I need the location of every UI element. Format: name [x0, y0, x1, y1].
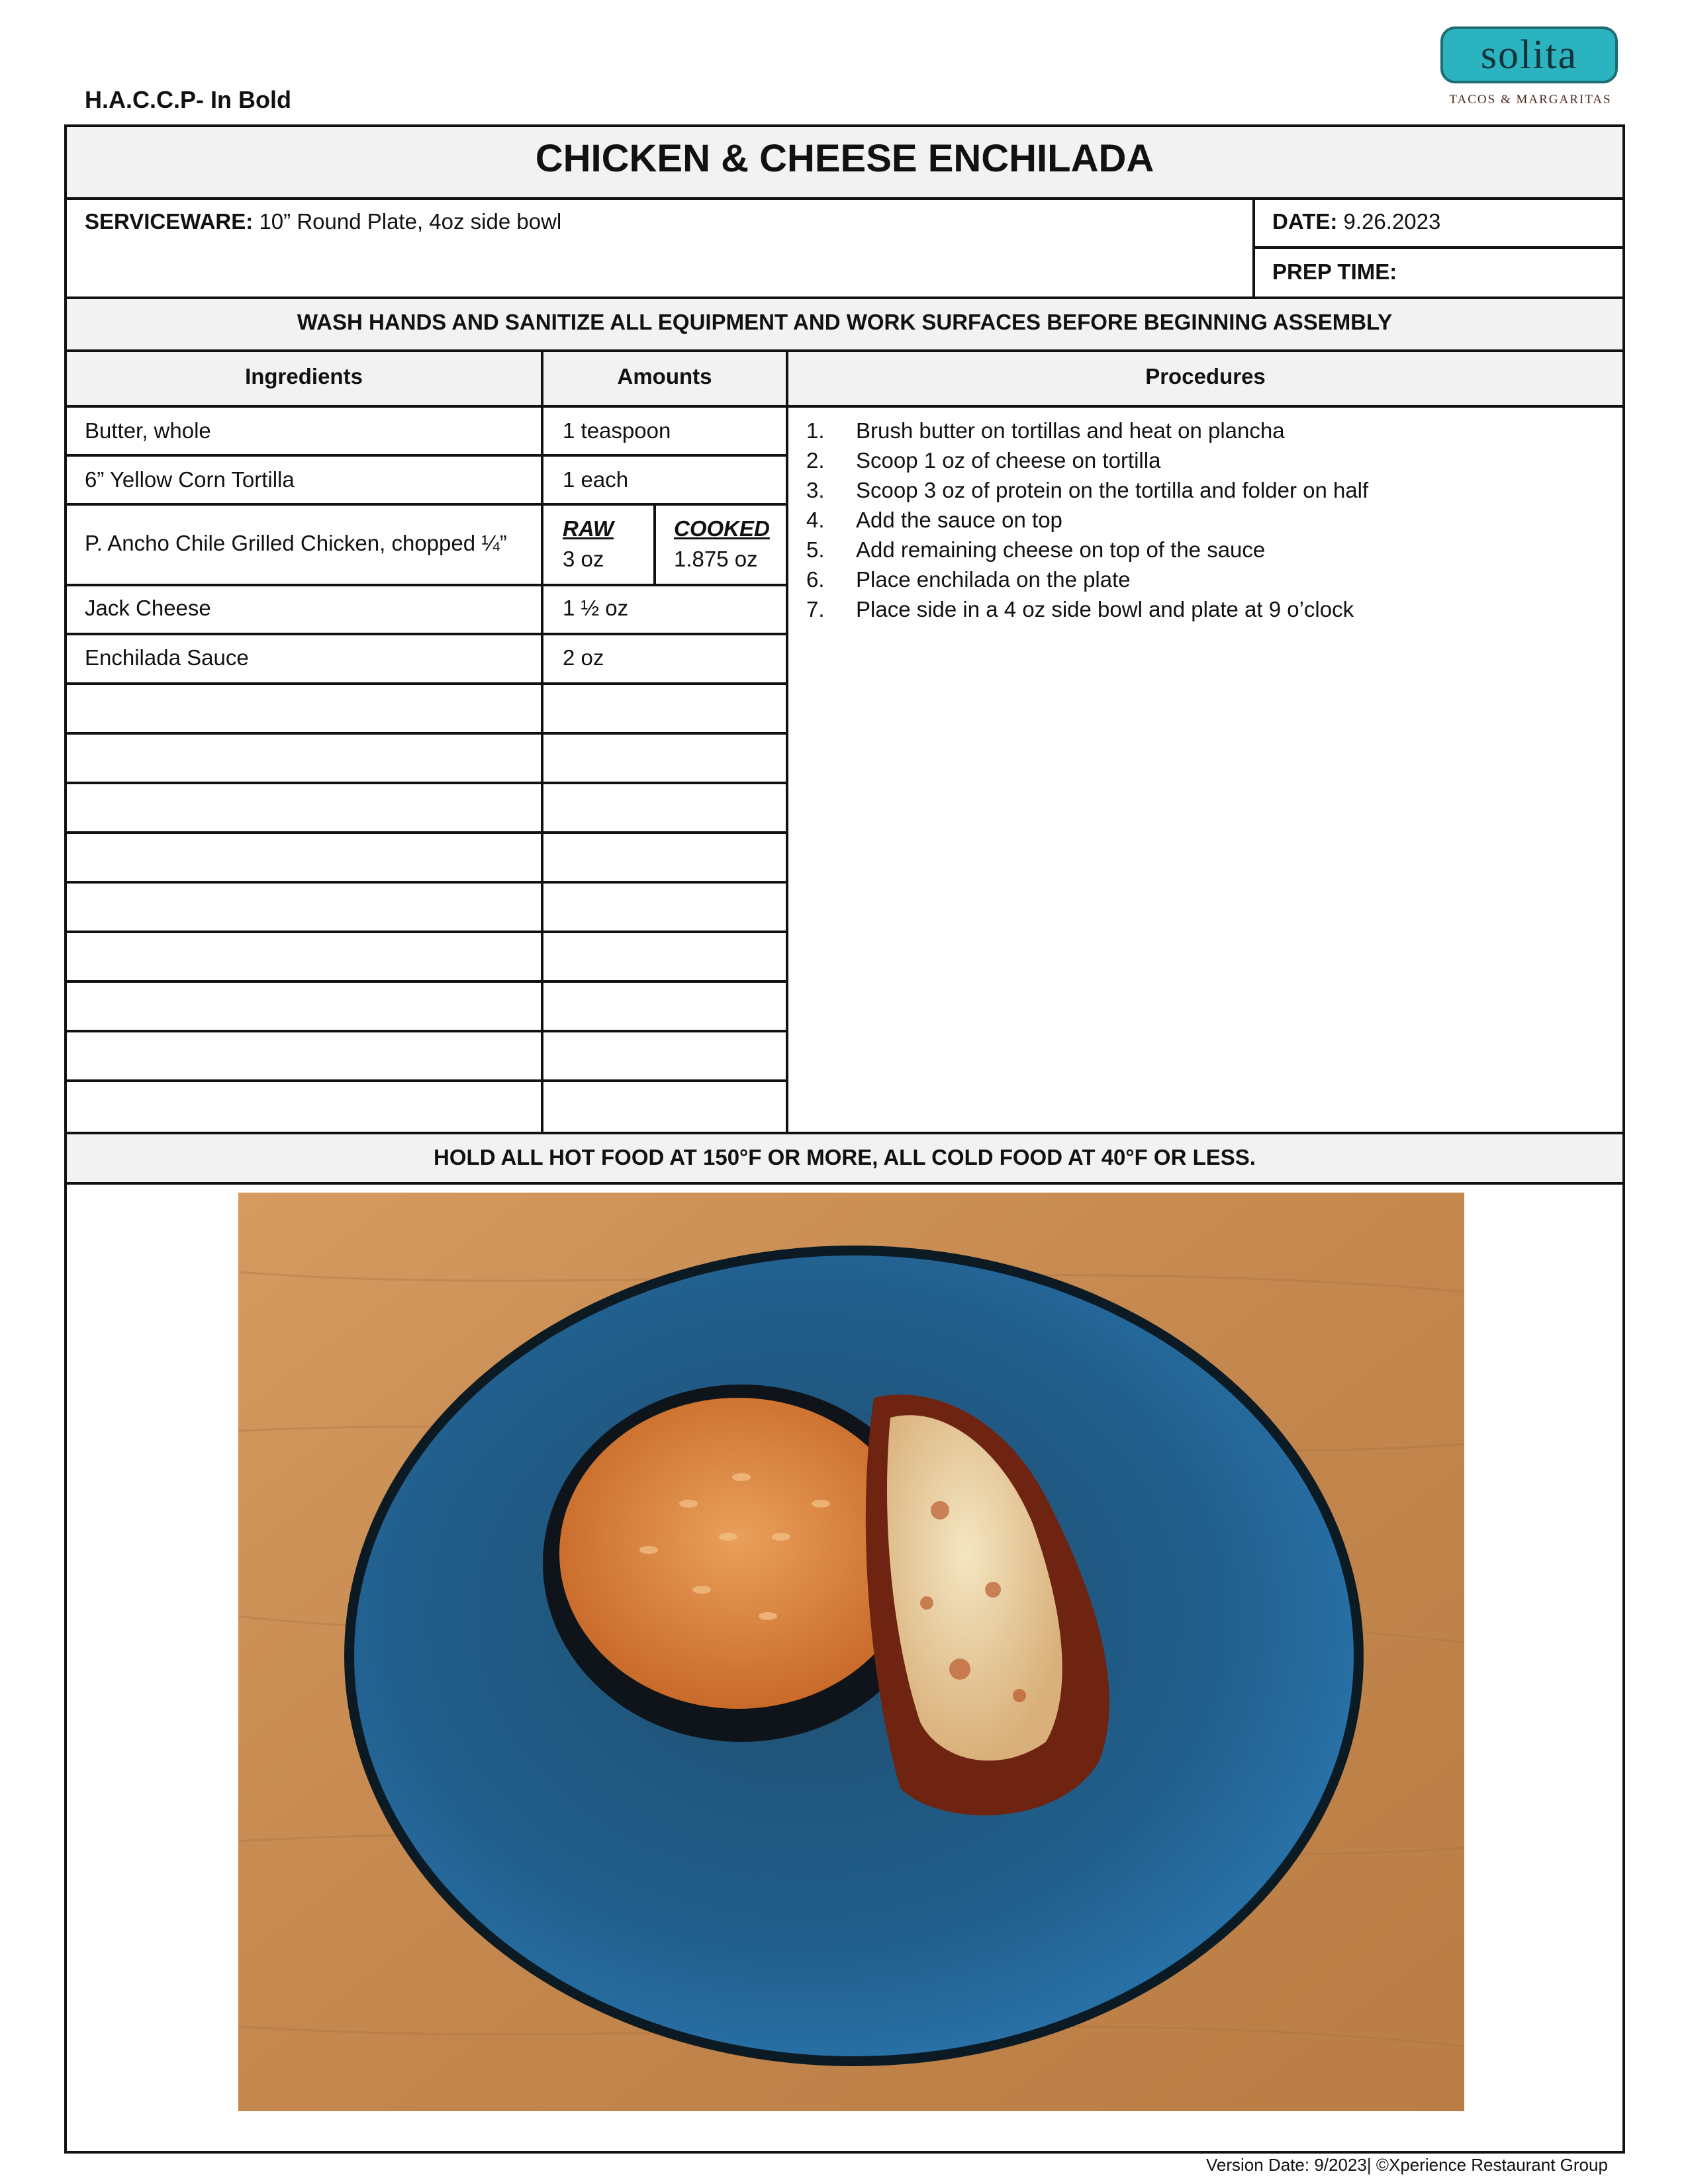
raw-amount: 3 oz — [563, 547, 604, 571]
solita-logo — [1440, 26, 1620, 111]
version-footer: Version Date: 9/2023| ©Xperience Restaurant Group — [1206, 2155, 1608, 2175]
step-number: 1. — [806, 418, 825, 443]
procedure-step — [806, 416, 1368, 445]
procedure-step — [806, 594, 1368, 624]
raw-label: RAW — [563, 516, 614, 541]
ingredient-name: 6” Yellow Corn Tortilla — [85, 467, 295, 492]
rice — [559, 1398, 917, 1709]
step-text: Brush butter on tortillas and heat on plancha — [856, 418, 1285, 443]
prep-time-label: PREP TIME: — [1272, 259, 1397, 284]
ingredient-amount: 1 ½ oz — [563, 596, 629, 620]
ingredient-name: Jack Cheese — [85, 596, 211, 620]
serviceware-field — [85, 209, 561, 234]
hold-banner: HOLD ALL HOT FOOD AT 150°F OR MORE, ALL COLD FOOD AT 40°F OR LESS. — [434, 1145, 1256, 1169]
serviceware-label: SERVICEWARE: — [85, 209, 254, 234]
step-text: Scoop 1 oz of cheese on tortilla — [856, 448, 1161, 473]
amounts-header: Amounts — [617, 364, 712, 388]
logo-badge — [1440, 26, 1618, 83]
prep-time-field — [1272, 259, 1397, 285]
ingredient-amount: 2 oz — [563, 645, 604, 670]
cooked-label: COOKED — [674, 516, 770, 541]
dish-photo — [238, 1193, 1464, 2111]
procedures-header: Procedures — [1145, 364, 1266, 388]
step-number: 5. — [806, 537, 825, 562]
procedure-step — [806, 475, 1368, 505]
haccp-note: H.A.C.C.P- In Bold — [85, 86, 291, 113]
step-number: 6. — [806, 567, 825, 592]
wash-banner: WASH HANDS AND SANITIZE ALL EQUIPMENT AND WORK SURFACES BEFORE BEGINNING ASSEMBLY — [297, 310, 1393, 334]
procedure-step — [806, 535, 1368, 565]
ingredient-amount: 1 teaspoon — [563, 418, 671, 443]
date-value: 9.26.2023 — [1343, 209, 1441, 234]
ingredient-name: Butter, whole — [85, 418, 211, 443]
step-number: 4. — [806, 508, 825, 532]
recipe-title: CHICKEN & CHEESE ENCHILADA — [535, 137, 1154, 180]
step-text: Scoop 3 oz of protein on the tortilla and folder on half — [856, 478, 1369, 502]
logo-tagline: TACOS & MARGARITAS — [1449, 93, 1612, 107]
procedure-step — [806, 445, 1368, 475]
step-text: Place side in a 4 oz side bowl and plate at 9 o’clock — [856, 597, 1354, 621]
ingredient-amount: 1 each — [563, 467, 629, 492]
ingredient-name: Enchilada Sauce — [85, 645, 249, 670]
step-number: 7. — [806, 597, 825, 621]
step-number: 3. — [806, 478, 825, 502]
serviceware-value: 10” Round Plate, 4oz side bowl — [259, 209, 562, 234]
procedures-list — [806, 416, 1368, 624]
logo-wordmark: solita — [1480, 32, 1578, 77]
ingredient-name: P. Ancho Chile Grilled Chicken, chopped ¼” — [85, 531, 507, 555]
date-label: DATE: — [1272, 209, 1338, 234]
procedure-step — [806, 505, 1368, 535]
step-text: Add remaining cheese on top of the sauce — [856, 537, 1266, 562]
procedure-step — [806, 565, 1368, 594]
step-text: Add the sauce on top — [856, 508, 1062, 532]
step-number: 2. — [806, 448, 825, 473]
step-text: Place enchilada on the plate — [856, 567, 1131, 592]
cooked-amount: 1.875 oz — [674, 547, 758, 571]
date-field — [1272, 209, 1440, 234]
ingredients-header: Ingredients — [245, 364, 363, 388]
